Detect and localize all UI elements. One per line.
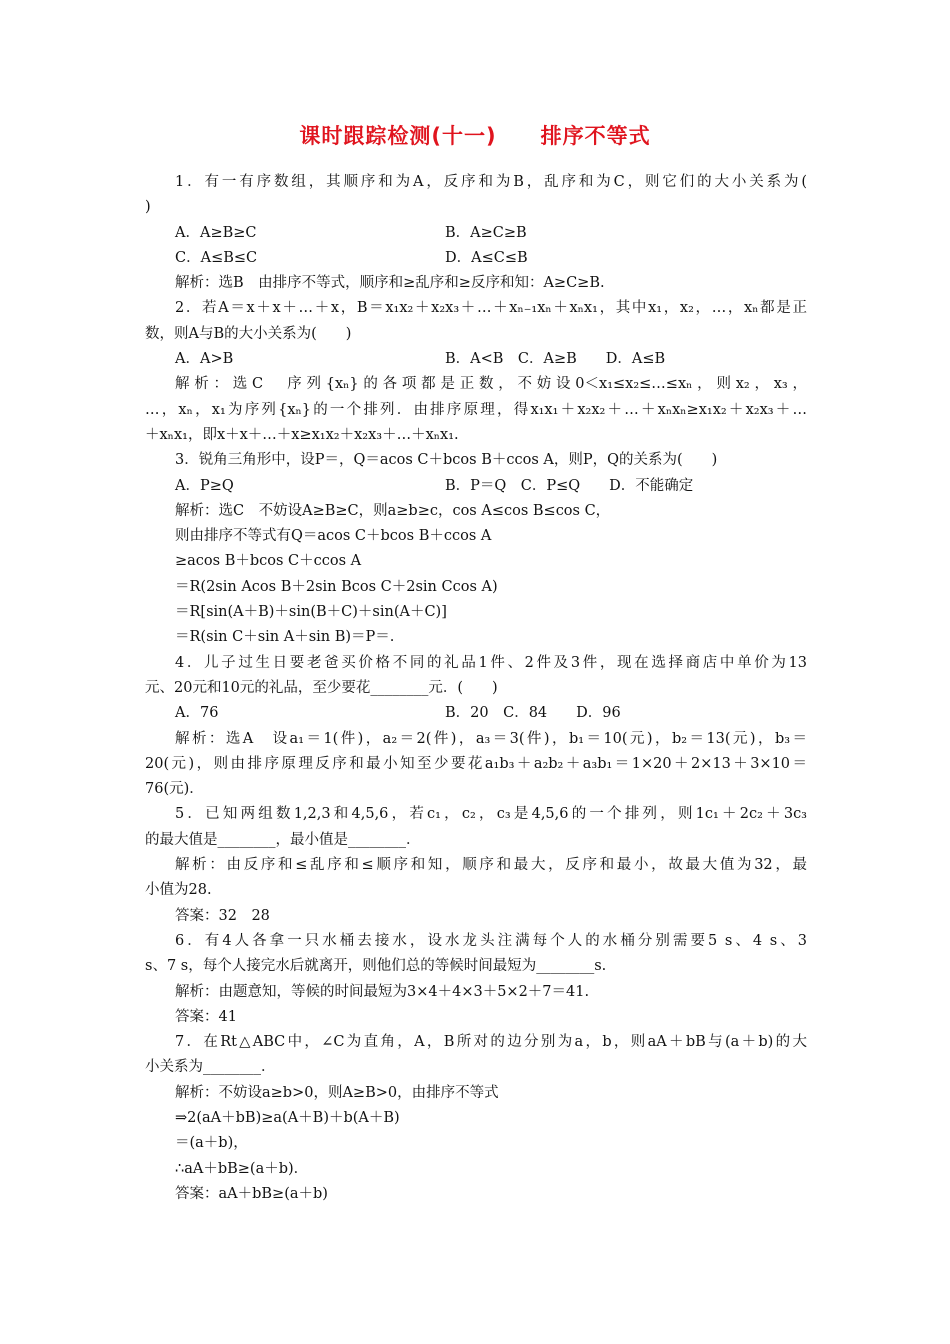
text-line: 则由排序不等式有Q＝acos C＋bcos B＋ccos A: [175, 528, 492, 545]
text-line: 2．若A＝x＋x＋…＋x，B＝x₁x₂＋x₂x₃＋…＋xₙ₋₁xₙ＋xₙx₁，其中x₁，x₂，…，xₙ都是正: [175, 300, 807, 317]
text-line: …，xₙ，x₁为序列{xₙ}的一个排列．由排序原理，得x₁x₁＋x₂x₂＋…＋xₙxₙ≥x₁x₂＋x₂x₃＋…: [145, 401, 807, 418]
answer-options: [145, 474, 807, 499]
text-line: 解析：由反序和≤乱序和≤顺序和知，顺序和最大，反序和最小，故最大值为32，最: [175, 857, 807, 874]
text-line: ＝R(sin C＋sin A＋sin B)＝P＝.: [175, 629, 395, 646]
answer-options: [145, 246, 807, 271]
text-line: 3．锐角三角形中，设P＝，Q＝acos C＋bcos B＋ccos A，则P，Q的关系为( ): [175, 452, 718, 469]
text-line: s、7 s，每个人接完水后就离开，则他们总的等候时间最短为________s.: [145, 958, 607, 975]
document-body: [145, 170, 807, 1207]
answer-options: [145, 221, 807, 246]
text-line: 4．儿子过生日要老爸买价格不同的礼品1件、2件及3件，现在选择商店中单价为13: [175, 654, 807, 671]
text-line: 解析：选C 不妨设A≥B≥C，则a≥b≥c，cos A≤cos B≤cos C，: [175, 502, 611, 519]
text-line: 答案：41: [175, 1008, 237, 1025]
text-line: ∴aA＋bB≥(a＋b)．: [175, 1160, 309, 1177]
text-line: 小值为28.: [145, 882, 212, 899]
text-line: ＝R(2sin Acos B＋2sin Bcos C＋2sin Ccos A): [175, 578, 498, 595]
option-text: A．76: [175, 705, 219, 722]
option-text: B．A<B C．A≥B D．A≤B: [445, 351, 666, 368]
text-line: 元、20元和10元的礼品，至少要花________元．( ): [145, 679, 498, 696]
option-text: D．A≤C≤B: [445, 249, 528, 266]
text-line: 解析：由题意知，等候的时间最短为3×4＋4×3＋5×2＋7＝41.: [175, 983, 590, 1000]
text-line: 答案：aA＋bB≥(a＋b): [175, 1185, 328, 1202]
answer-options: [145, 347, 807, 372]
text-line: ): [145, 199, 151, 216]
option-text: B．P＝Q C．P≤Q D．不能确定: [445, 477, 694, 494]
text-line: 数，则A与B的大小关系为( ): [145, 325, 352, 342]
text-line: ＋xₙx₁，即x＋x＋…＋x≥x₁x₂＋x₂x₃＋…＋xₙx₁.: [145, 426, 459, 443]
text-line: 6．有4人各拿一只水桶去接水，设水龙头注满每个人的水桶分别需要5 s、4 s、3: [175, 932, 807, 949]
option-text: B．20 C．84 D．96: [445, 705, 621, 722]
text-line: ＝R[sin(A＋B)＋sin(B＋C)＋sin(A＋C)]: [175, 604, 447, 621]
text-line: 解析：选C 序列{xₙ}的各项都是正数，不妨设0＜x₁≤x₂≤…≤xₙ，则x₂，x₃，: [175, 376, 807, 393]
text-line: 1．有一有序数组，其顺序和为A，反序和为B，乱序和为C，则它们的大小关系为(: [175, 174, 807, 190]
option-text: B．A≥C≥B: [445, 224, 527, 241]
text-line: ＝(a＋b)，: [175, 1135, 248, 1152]
text-line: 答案：32 28: [175, 907, 270, 924]
option-text: A．A≥B≥C: [175, 224, 257, 241]
text-line: ⇒2(aA＋bB)≥a(A＋B)＋b(A＋B): [175, 1109, 400, 1126]
text-line: 7．在Rt△ABC中，∠C为直角，A，B所对的边分别为a，b，则aA＋bB与(a＋b)的大: [175, 1034, 807, 1051]
option-text: A．P≥Q: [175, 477, 234, 494]
page-title: 课时跟踪检测(十一) 排序不等式: [299, 124, 651, 148]
text-line: 5．已知两组数1,2,3和4,5,6，若c₁，c₂，c₃是4,5,6的一个排列，则1c₁＋2c₂＋3c₃: [175, 806, 807, 823]
text-line: 20(元)，则由排序原理反序和最小知至少要花a₁b₃＋a₂b₂＋a₃b₁＝1×20＋2×13＋3×10＝: [145, 755, 807, 772]
text-line: 解析：选B 由排序不等式，顺序和≥乱序和≥反序和知：A≥C≥B.: [175, 275, 605, 292]
text-line: ≥acos B＋bcos C＋ccos A: [175, 553, 362, 570]
option-text: C．A≤B≤C: [175, 249, 258, 266]
text-line: 解析：选A 设a₁＝1(件)，a₂＝2(件)，a₃＝3(件)，b₁＝10(元)，b₂＝13(元)，b₃＝: [175, 730, 807, 747]
text-line: 解析：不妨设a≥b>0，则A≥B>0，由排序不等式: [175, 1084, 499, 1101]
text-line: 的最大值是________，最小值是________．: [145, 831, 421, 848]
option-text: A．A>B: [175, 351, 234, 368]
text-line: 小关系为________．: [145, 1059, 276, 1076]
text-line: 76(元)．: [145, 781, 204, 798]
answer-options: [145, 701, 807, 726]
